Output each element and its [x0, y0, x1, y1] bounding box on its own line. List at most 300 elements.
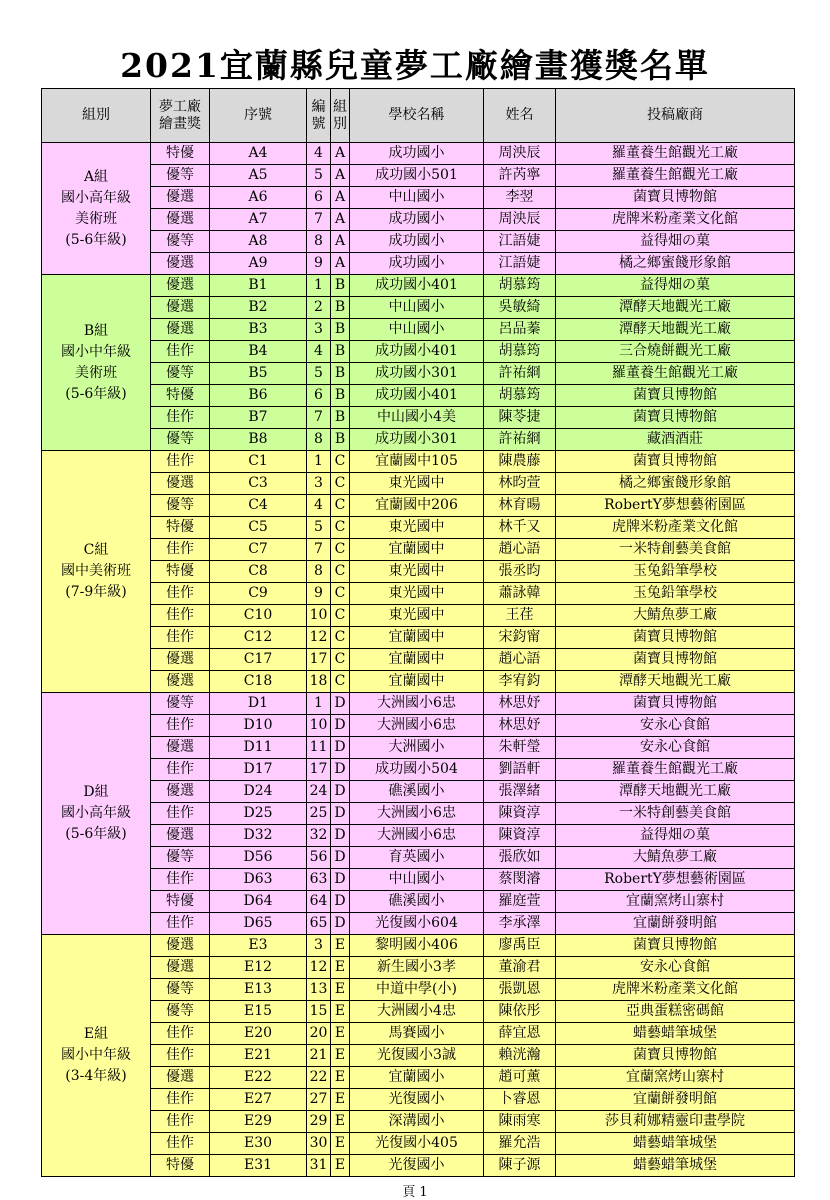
shop-cell: 虎牌米粉產業文化館: [556, 209, 795, 231]
award-cell: 佳作: [151, 913, 210, 935]
class-cell: C: [331, 671, 350, 693]
table-row: [42, 187, 795, 209]
award-cell: 優等: [151, 363, 210, 385]
class-cell: A: [331, 143, 350, 165]
name-cell: 江語婕: [484, 231, 556, 253]
number-cell: 31: [307, 1155, 331, 1177]
group-label-line: E組: [83, 1026, 109, 1042]
award-cell: 優選: [151, 781, 210, 803]
shop-cell: 菌寶貝博物館: [556, 451, 795, 473]
class-cell: D: [331, 693, 350, 715]
name-cell: 陳資淳: [484, 825, 556, 847]
shop-cell: 潭酵天地觀光工廠: [556, 297, 795, 319]
number-cell: 5: [307, 165, 331, 187]
number-cell: 9: [307, 583, 331, 605]
name-cell: 薛宜恩: [484, 1023, 556, 1045]
class-cell: D: [331, 781, 350, 803]
school-cell: 中山國小: [350, 319, 484, 341]
table-row: [42, 1155, 795, 1177]
school-cell: 礁溪國小: [350, 891, 484, 913]
award-cell: 優選: [151, 671, 210, 693]
number-cell: 2: [307, 297, 331, 319]
table-row: [42, 539, 795, 561]
shop-cell: 菌寶貝博物館: [556, 693, 795, 715]
shop-cell: 蜡藝蜡筆城堡: [556, 1155, 795, 1177]
shop-cell: 三合燒餅觀光工廠: [556, 341, 795, 363]
school-cell: 大洲國小4忠: [350, 1001, 484, 1023]
name-cell: 許祐綗: [484, 429, 556, 451]
class-cell: A: [331, 187, 350, 209]
award-cell: 優選: [151, 253, 210, 275]
name-cell: 蔡閔濬: [484, 869, 556, 891]
name-cell: 林育暘: [484, 495, 556, 517]
school-cell: 宜蘭國中206: [350, 495, 484, 517]
number-cell: 27: [307, 1089, 331, 1111]
group-label-line: (7-9年級): [65, 584, 127, 600]
name-cell: 陳依彤: [484, 1001, 556, 1023]
serial-cell: D25: [210, 803, 307, 825]
shop-cell: 潭酵天地觀光工廠: [556, 319, 795, 341]
class-cell: E: [331, 1155, 350, 1177]
group-label-cell: [42, 275, 151, 451]
award-cell: 佳作: [151, 1133, 210, 1155]
class-cell: C: [331, 495, 350, 517]
award-cell: 佳作: [151, 605, 210, 627]
serial-cell: D32: [210, 825, 307, 847]
school-cell: 成功國小: [350, 253, 484, 275]
number-cell: 6: [307, 385, 331, 407]
serial-cell: D64: [210, 891, 307, 913]
number-cell: 17: [307, 649, 331, 671]
award-cell: 佳作: [151, 1089, 210, 1111]
shop-cell: 玉兔鉛筆學校: [556, 561, 795, 583]
table-row: [42, 1089, 795, 1111]
table-row: [42, 803, 795, 825]
award-cell: 優選: [151, 297, 210, 319]
number-cell: 11: [307, 737, 331, 759]
school-cell: 光復國小: [350, 1155, 484, 1177]
number-cell: 30: [307, 1133, 331, 1155]
number-cell: 10: [307, 605, 331, 627]
class-cell: E: [331, 1001, 350, 1023]
serial-cell: E13: [210, 979, 307, 1001]
group-label-line: 國中美術班: [61, 563, 131, 579]
shop-cell: 菌寶貝博物館: [556, 1045, 795, 1067]
class-cell: C: [331, 451, 350, 473]
header-group: 組別: [42, 89, 151, 143]
award-cell: 優等: [151, 693, 210, 715]
award-cell: 優選: [151, 275, 210, 297]
class-cell: A: [331, 253, 350, 275]
table-row: [42, 605, 795, 627]
table-row: [42, 957, 795, 979]
class-cell: C: [331, 539, 350, 561]
school-cell: 東光國中: [350, 583, 484, 605]
name-cell: 江語婕: [484, 253, 556, 275]
award-cell: 佳作: [151, 803, 210, 825]
number-cell: 64: [307, 891, 331, 913]
class-cell: A: [331, 165, 350, 187]
number-cell: 5: [307, 363, 331, 385]
name-cell: 胡慕筠: [484, 341, 556, 363]
school-cell: 東光國中: [350, 561, 484, 583]
serial-cell: C4: [210, 495, 307, 517]
shop-cell: 蜡藝蜡筆城堡: [556, 1133, 795, 1155]
serial-cell: E27: [210, 1089, 307, 1111]
award-cell: 佳作: [151, 341, 210, 363]
shop-cell: 一米特創藝美食館: [556, 803, 795, 825]
header-number-line1: 編: [311, 98, 326, 115]
shop-cell: 益得畑の菓: [556, 275, 795, 297]
shop-cell: 虎牌米粉產業文化館: [556, 517, 795, 539]
school-cell: 大洲國小6忠: [350, 803, 484, 825]
class-cell: E: [331, 1111, 350, 1133]
name-cell: 張欣如: [484, 847, 556, 869]
name-cell: 羅庭萱: [484, 891, 556, 913]
class-cell: D: [331, 715, 350, 737]
name-cell: 賴洸瀚: [484, 1045, 556, 1067]
name-cell: 宋鈞甯: [484, 627, 556, 649]
table-row: [42, 209, 795, 231]
group-label-line: A組: [83, 168, 109, 185]
shop-cell: 蜡藝蜡筆城堡: [556, 1023, 795, 1045]
name-cell: 李承澤: [484, 913, 556, 935]
award-cell: 優選: [151, 209, 210, 231]
shop-cell: 益得畑の菓: [556, 231, 795, 253]
header-serial: 序號: [210, 89, 307, 143]
serial-cell: C8: [210, 561, 307, 583]
school-cell: 宜蘭國中: [350, 649, 484, 671]
award-cell: 優等: [151, 1001, 210, 1023]
school-cell: 東光國中: [350, 517, 484, 539]
shop-cell: 藏酒酒莊: [556, 429, 795, 451]
class-cell: B: [331, 363, 350, 385]
award-cell: 佳作: [151, 1023, 210, 1045]
class-cell: B: [331, 429, 350, 451]
shop-cell: RobertY夢想藝術園區: [556, 869, 795, 891]
class-cell: C: [331, 561, 350, 583]
header-number: [307, 89, 331, 143]
table-row: [42, 407, 795, 429]
group-label-line: C組: [83, 542, 109, 558]
table-row: [42, 1045, 795, 1067]
name-cell: 陳農藤: [484, 451, 556, 473]
award-cell: 優等: [151, 429, 210, 451]
award-cell: 優選: [151, 737, 210, 759]
serial-cell: B5: [210, 363, 307, 385]
name-cell: 陳子源: [484, 1155, 556, 1177]
table-row: [42, 1133, 795, 1155]
name-cell: 董渝君: [484, 957, 556, 979]
serial-cell: C18: [210, 671, 307, 693]
number-cell: 9: [307, 253, 331, 275]
award-cell: 優選: [151, 1067, 210, 1089]
group-label-line: 國小高年級: [61, 805, 131, 821]
shop-cell: 潭酵天地觀光工廠: [556, 671, 795, 693]
header-award: [151, 89, 210, 143]
table-row: [42, 979, 795, 1001]
award-cell: 佳作: [151, 451, 210, 473]
shop-cell: 虎牌米粉產業文化館: [556, 979, 795, 1001]
group-label-line: 國小中年級: [61, 343, 131, 360]
name-cell: 陳資淳: [484, 803, 556, 825]
name-cell: 胡慕筠: [484, 275, 556, 297]
header-class-line2: 別: [333, 115, 347, 132]
class-cell: C: [331, 605, 350, 627]
award-cell: 優等: [151, 979, 210, 1001]
school-cell: 成功國小: [350, 143, 484, 165]
school-cell: 大洲國小6忠: [350, 825, 484, 847]
shop-cell: 羅董養生館觀光工廠: [556, 165, 795, 187]
header-school: 學校名稱: [350, 89, 484, 143]
number-cell: 32: [307, 825, 331, 847]
number-cell: 24: [307, 781, 331, 803]
class-cell: C: [331, 473, 350, 495]
class-cell: B: [331, 407, 350, 429]
header-name: 姓名: [484, 89, 556, 143]
school-cell: 黎明國小406: [350, 935, 484, 957]
group-label-line: (5-6年級): [65, 826, 127, 842]
table-row: [42, 341, 795, 363]
number-cell: 7: [307, 407, 331, 429]
serial-cell: B2: [210, 297, 307, 319]
school-cell: 礁溪國小: [350, 781, 484, 803]
table-row: [42, 495, 795, 517]
serial-cell: E30: [210, 1133, 307, 1155]
name-cell: 趙可薰: [484, 1067, 556, 1089]
table-row: [42, 759, 795, 781]
table-row: [42, 935, 795, 957]
serial-cell: E29: [210, 1111, 307, 1133]
table-row: [42, 869, 795, 891]
number-cell: 7: [307, 539, 331, 561]
number-cell: 13: [307, 979, 331, 1001]
serial-cell: B4: [210, 341, 307, 363]
award-cell: 佳作: [151, 1111, 210, 1133]
group-label-cell: [42, 451, 151, 693]
table-row: [42, 517, 795, 539]
header-award-line1: 夢工廠: [159, 98, 201, 115]
award-cell: 佳作: [151, 583, 210, 605]
class-cell: E: [331, 957, 350, 979]
number-cell: 6: [307, 187, 331, 209]
award-cell: 優選: [151, 319, 210, 341]
header-number-line2: 號: [311, 115, 326, 132]
class-cell: D: [331, 847, 350, 869]
shop-cell: RobertY夢想藝術園區: [556, 495, 795, 517]
number-cell: 12: [307, 957, 331, 979]
number-cell: 56: [307, 847, 331, 869]
number-cell: 10: [307, 715, 331, 737]
serial-cell: B3: [210, 319, 307, 341]
class-cell: C: [331, 583, 350, 605]
award-cell: 特優: [151, 891, 210, 913]
name-cell: 陳雨寒: [484, 1111, 556, 1133]
name-cell: 周泱辰: [484, 209, 556, 231]
serial-cell: A6: [210, 187, 307, 209]
group-label-line: 國小中年級: [61, 1047, 131, 1063]
table-row: [42, 253, 795, 275]
award-cell: 佳作: [151, 627, 210, 649]
award-cell: 優選: [151, 957, 210, 979]
number-cell: 63: [307, 869, 331, 891]
shop-cell: 玉兔鉛筆學校: [556, 583, 795, 605]
school-cell: 光復國小: [350, 1089, 484, 1111]
table-row: [42, 781, 795, 803]
class-cell: E: [331, 979, 350, 1001]
serial-cell: D11: [210, 737, 307, 759]
table-row: [42, 671, 795, 693]
school-cell: 光復國小604: [350, 913, 484, 935]
serial-cell: E31: [210, 1155, 307, 1177]
serial-cell: B1: [210, 275, 307, 297]
class-cell: B: [331, 275, 350, 297]
number-cell: 8: [307, 231, 331, 253]
name-cell: 林思妤: [484, 715, 556, 737]
number-cell: 8: [307, 429, 331, 451]
table-row: [42, 715, 795, 737]
class-cell: B: [331, 385, 350, 407]
award-cell: 優選: [151, 649, 210, 671]
number-cell: 25: [307, 803, 331, 825]
award-cell: 優等: [151, 495, 210, 517]
serial-cell: C12: [210, 627, 307, 649]
table-row: [42, 913, 795, 935]
number-cell: 1: [307, 693, 331, 715]
number-cell: 20: [307, 1023, 331, 1045]
shop-cell: 大鯖魚夢工廠: [556, 605, 795, 627]
school-cell: 成功國小: [350, 209, 484, 231]
award-cell: 特優: [151, 1155, 210, 1177]
school-cell: 成功國小301: [350, 363, 484, 385]
serial-cell: E22: [210, 1067, 307, 1089]
number-cell: 15: [307, 1001, 331, 1023]
table-row: [42, 693, 795, 715]
shop-cell: 安永心食館: [556, 737, 795, 759]
name-cell: 李宥鈞: [484, 671, 556, 693]
table-row: [42, 319, 795, 341]
serial-cell: D63: [210, 869, 307, 891]
name-cell: 許芮寧: [484, 165, 556, 187]
number-cell: 4: [307, 495, 331, 517]
header-row: [42, 89, 795, 143]
serial-cell: E20: [210, 1023, 307, 1045]
class-cell: D: [331, 913, 350, 935]
award-cell: 佳作: [151, 715, 210, 737]
shop-cell: 宜蘭餅發明館: [556, 1089, 795, 1111]
serial-cell: C3: [210, 473, 307, 495]
award-cell: 佳作: [151, 407, 210, 429]
school-cell: 東光國中: [350, 605, 484, 627]
table-row: [42, 649, 795, 671]
serial-cell: A7: [210, 209, 307, 231]
table-row: [42, 165, 795, 187]
school-cell: 光復國小3誠: [350, 1045, 484, 1067]
serial-cell: C17: [210, 649, 307, 671]
award-cell: 優等: [151, 165, 210, 187]
name-cell: 胡慕筠: [484, 385, 556, 407]
serial-cell: A8: [210, 231, 307, 253]
group-label-line: D組: [83, 784, 109, 800]
table-row: [42, 825, 795, 847]
class-cell: B: [331, 297, 350, 319]
header-shop: 投稿廠商: [556, 89, 795, 143]
shop-cell: 羅董養生館觀光工廠: [556, 363, 795, 385]
serial-cell: C5: [210, 517, 307, 539]
name-cell: 林千又: [484, 517, 556, 539]
table-row: [42, 275, 795, 297]
shop-cell: 益得畑の菓: [556, 825, 795, 847]
school-cell: 中山國小: [350, 869, 484, 891]
group-label-line: B組: [83, 322, 109, 339]
serial-cell: E3: [210, 935, 307, 957]
table-row: [42, 627, 795, 649]
table-row: [42, 847, 795, 869]
table-row: [42, 561, 795, 583]
shop-cell: 安永心食館: [556, 957, 795, 979]
school-cell: 中山國小: [350, 187, 484, 209]
award-cell: 優選: [151, 825, 210, 847]
name-cell: 張丞昀: [484, 561, 556, 583]
table-row: [42, 1001, 795, 1023]
header-class-line1: 組: [333, 98, 347, 115]
school-cell: 光復國小405: [350, 1133, 484, 1155]
number-cell: 21: [307, 1045, 331, 1067]
name-cell: 周泱辰: [484, 143, 556, 165]
school-cell: 東光國中: [350, 473, 484, 495]
shop-cell: 大鯖魚夢工廠: [556, 847, 795, 869]
school-cell: 新生國小3孝: [350, 957, 484, 979]
table-row: [42, 583, 795, 605]
class-cell: D: [331, 803, 350, 825]
group-label-cell: [42, 143, 151, 275]
school-cell: 大洲國小: [350, 737, 484, 759]
table-row: [42, 1067, 795, 1089]
class-cell: E: [331, 1045, 350, 1067]
name-cell: 呂品蓁: [484, 319, 556, 341]
award-cell: 優選: [151, 935, 210, 957]
class-cell: B: [331, 341, 350, 363]
shop-cell: 橘之鄉蜜餞形象館: [556, 473, 795, 495]
award-table-body: [42, 143, 795, 1177]
shop-cell: 宜蘭餅發明館: [556, 913, 795, 935]
school-cell: 成功國小401: [350, 385, 484, 407]
class-cell: E: [331, 935, 350, 957]
class-cell: D: [331, 869, 350, 891]
number-cell: 8: [307, 561, 331, 583]
school-cell: 育英國小: [350, 847, 484, 869]
serial-cell: C1: [210, 451, 307, 473]
table-row: [42, 429, 795, 451]
group-label-line: 美術班: [75, 364, 117, 381]
award-cell: 特優: [151, 385, 210, 407]
class-cell: C: [331, 649, 350, 671]
award-cell: 佳作: [151, 869, 210, 891]
serial-cell: A4: [210, 143, 307, 165]
serial-cell: A9: [210, 253, 307, 275]
shop-cell: 一米特創藝美食館: [556, 539, 795, 561]
shop-cell: 羅董養生館觀光工廠: [556, 143, 795, 165]
class-cell: D: [331, 759, 350, 781]
serial-cell: D56: [210, 847, 307, 869]
award-cell: 特優: [151, 517, 210, 539]
name-cell: 羅允浩: [484, 1133, 556, 1155]
serial-cell: A5: [210, 165, 307, 187]
shop-cell: 菌寶貝博物館: [556, 407, 795, 429]
class-cell: D: [331, 737, 350, 759]
school-cell: 成功國小401: [350, 341, 484, 363]
name-cell: 劉語軒: [484, 759, 556, 781]
